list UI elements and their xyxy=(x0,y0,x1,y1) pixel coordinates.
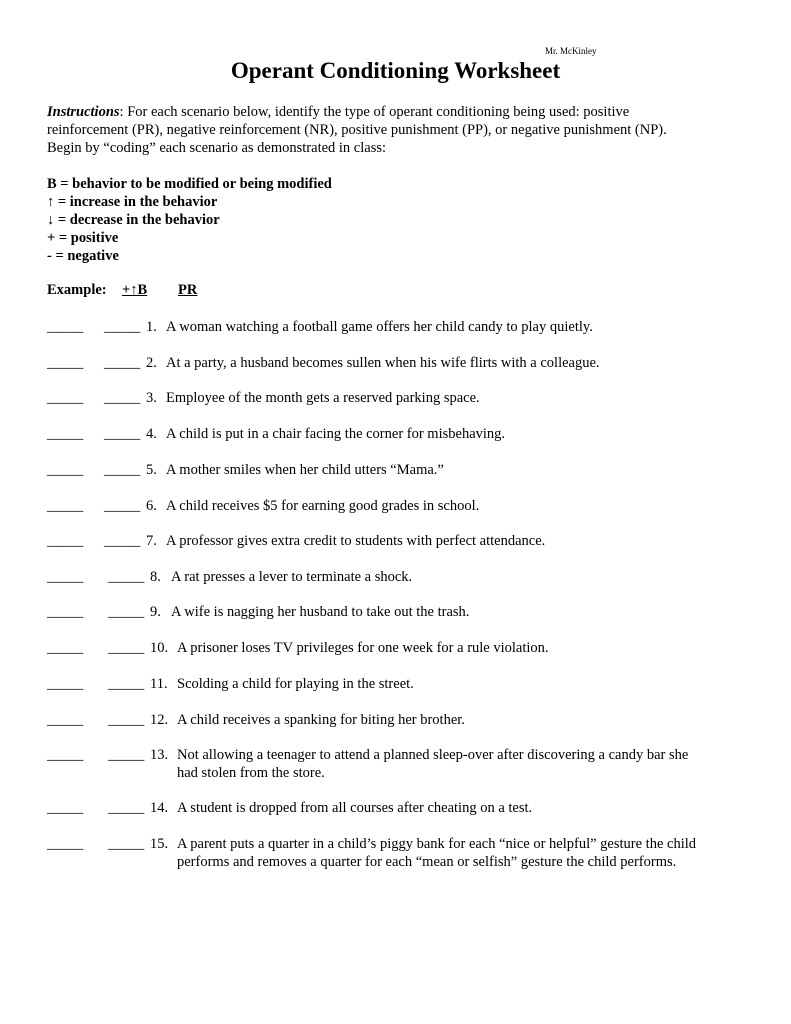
answer-blank-code[interactable]: _____ xyxy=(47,604,84,620)
scenario-number: 4. xyxy=(146,426,157,442)
answer-blank-code[interactable]: _____ xyxy=(47,498,84,514)
worksheet-title: Operant Conditioning Worksheet xyxy=(230,58,561,83)
instructions-line-1-text: : For each scenario below, identify the type of operant conditioning being used: positive xyxy=(119,104,630,120)
answer-blank-code[interactable]: _____ xyxy=(47,533,84,549)
example-row xyxy=(47,282,198,299)
answer-blank-code[interactable]: _____ xyxy=(47,836,84,852)
scenario-text: A rat presses a lever to terminate a shock. xyxy=(171,569,413,585)
answer-blank-code[interactable]: _____ xyxy=(47,747,84,763)
scenario-text: A prisoner loses TV privileges for one week for a rule violation. xyxy=(177,640,549,656)
example-code: +↑B xyxy=(122,282,148,298)
scenario-number: 1. xyxy=(146,319,157,335)
scenario-number: 3. xyxy=(146,390,157,406)
key-behavior: B = behavior to be modified or being modified xyxy=(47,176,332,192)
answer-blank-type[interactable]: _____ xyxy=(108,676,145,692)
scenario-text: A child receives a spanking for biting her brother. xyxy=(177,712,465,728)
scenario-text: A child is put in a chair facing the corner for misbehaving. xyxy=(166,426,506,442)
instructions-line-3: Begin by “coding” each scenario as demonstrated in class: xyxy=(47,140,387,156)
scenario-text-continued: performs and removes a quarter for each “mean or selfish” gesture the child performs. xyxy=(177,854,677,870)
scenario-text: At a party, a husband becomes sullen when his wife flirts with a colleague. xyxy=(166,355,600,371)
key-increase: ↑ = increase in the behavior xyxy=(47,194,218,210)
answer-blank-code[interactable]: _____ xyxy=(47,319,84,335)
scenario-text: Scolding a child for playing in the street. xyxy=(177,676,414,692)
answer-blank-type[interactable]: _____ xyxy=(104,390,141,406)
answer-blank-code[interactable]: _____ xyxy=(47,355,84,371)
instructions-block xyxy=(47,103,667,157)
scenario-text: Employee of the month gets a reserved parking space. xyxy=(166,390,480,406)
scenario-text: A mother smiles when her child utters “Mama.” xyxy=(166,462,444,478)
answer-blank-code[interactable]: _____ xyxy=(47,390,84,406)
scenario-text: Not allowing a teenager to attend a planned sleep-over after discovering a candy bar she xyxy=(177,747,689,763)
author-name: Mr. McKinley xyxy=(545,46,597,56)
key-negative: - = negative xyxy=(47,248,119,264)
coding-key xyxy=(47,175,332,265)
scenario-number: 11. xyxy=(150,676,168,692)
scenario-text-continued: had stolen from the store. xyxy=(177,765,325,781)
scenario-number: 5. xyxy=(146,462,157,478)
scenario-number: 15. xyxy=(150,836,169,852)
scenario-number: 12. xyxy=(150,712,169,728)
example-label: Example: xyxy=(47,282,107,298)
answer-blank-type[interactable]: _____ xyxy=(108,836,145,852)
scenario-number: 2. xyxy=(146,355,157,371)
scenario-number: 7. xyxy=(146,533,157,549)
instructions-line-2: reinforcement (PR), negative reinforcement (NR), positive punishment (PP), or negative punishment (NP). xyxy=(47,122,667,138)
answer-blank-type[interactable]: _____ xyxy=(104,355,141,371)
instructions-label: Instructions xyxy=(47,104,120,120)
answer-blank-code[interactable]: _____ xyxy=(47,462,84,478)
answer-blank-code[interactable]: _____ xyxy=(47,640,84,656)
answer-blank-type[interactable]: _____ xyxy=(108,569,145,585)
scenario-text: A professor gives extra credit to students with perfect attendance. xyxy=(166,533,546,549)
answer-blank-code[interactable]: _____ xyxy=(47,800,84,816)
answer-blank-type[interactable]: _____ xyxy=(108,640,145,656)
scenario-number: 14. xyxy=(150,800,169,816)
answer-blank-code[interactable]: _____ xyxy=(47,569,84,585)
answer-blank-code[interactable]: _____ xyxy=(47,712,84,728)
scenario-text: A wife is nagging her husband to take out the trash. xyxy=(171,604,470,620)
answer-blank-code[interactable]: _____ xyxy=(47,426,84,442)
answer-blank-type[interactable]: _____ xyxy=(108,800,145,816)
answer-blank-type[interactable]: _____ xyxy=(104,462,141,478)
answer-blank-code[interactable]: _____ xyxy=(47,676,84,692)
scenario-text: A parent puts a quarter in a child’s piggy bank for each “nice or helpful” gesture the child xyxy=(177,836,696,852)
answer-blank-type[interactable]: _____ xyxy=(108,747,145,763)
key-decrease: ↓ = decrease in the behavior xyxy=(47,212,220,228)
answer-blank-type[interactable]: _____ xyxy=(104,319,141,335)
answer-blank-type[interactable]: _____ xyxy=(104,426,141,442)
scenario-text: A woman watching a football game offers her child candy to play quietly. xyxy=(166,319,593,335)
instructions-line-1 xyxy=(47,103,667,121)
answer-blank-type[interactable]: _____ xyxy=(108,712,145,728)
answer-blank-type[interactable]: _____ xyxy=(104,533,141,549)
scenario-number: 8. xyxy=(150,569,161,585)
key-positive: + = positive xyxy=(47,230,119,246)
scenario-number: 10. xyxy=(150,640,169,656)
answer-blank-type[interactable]: _____ xyxy=(104,498,141,514)
example-answer: PR xyxy=(178,282,198,298)
scenario-text: A student is dropped from all courses after cheating on a test. xyxy=(177,800,533,816)
scenario-text: A child receives $5 for earning good grades in school. xyxy=(166,498,480,514)
scenario-number: 9. xyxy=(150,604,161,620)
scenario-number: 6. xyxy=(146,498,157,514)
scenario-number: 13. xyxy=(150,747,169,763)
answer-blank-type[interactable]: _____ xyxy=(108,604,145,620)
